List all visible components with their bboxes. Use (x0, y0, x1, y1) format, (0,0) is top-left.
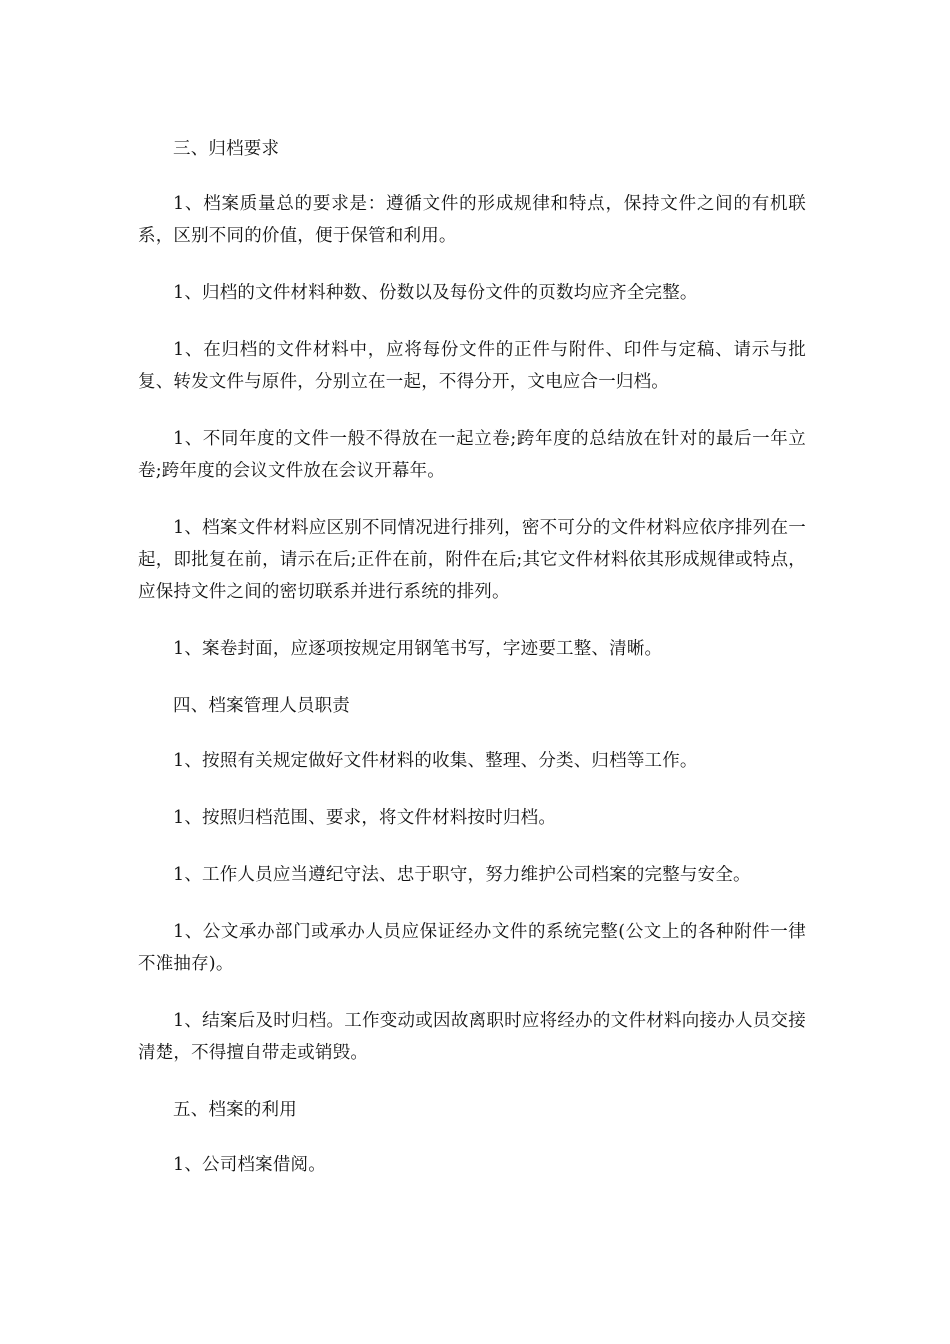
paragraph-collection-duty: 1、按照有关规定做好文件材料的收集、整理、分类、归档等工作。 (173, 751, 698, 771)
paragraph-document-integrity: 1、公文承办部门或承办人员应保证经办文件的系统完整(公文上的各种附件一律不准抽存)。 (138, 922, 806, 974)
paragraph-archive-borrowing: 1、公司档案借阅。 (173, 1155, 326, 1175)
paragraph-handover: 1、结案后及时归档。工作变动或因故离职时应将经办的文件材料向接办人员交接清楚，不得擅自带走或销毁。 (138, 1011, 806, 1063)
paragraph-quality-requirement: 1、档案质量总的要求是：遵循文件的形成规律和特点，保持文件之间的有机联系，区别不同的价值，便于保管和利用。 (138, 194, 806, 246)
paragraph-cover-writing: 1、案卷封面，应逐项按规定用钢笔书写，字迹要工整、清晰。 (173, 639, 663, 659)
document-body (138, 133, 806, 1206)
paragraph-arrangement: 1、档案文件材料应区别不同情况进行排列，密不可分的文件材料应依序排列在一起，即批复在前，请示在后;正件在前，附件在后;其它文件材料依其形成规律或特点，应保持文件之间的密切联系并进行系统的排列。 (138, 518, 806, 602)
paragraph-discipline: 1、工作人员应当遵纪守法、忠于职守，努力维护公司档案的完整与安全。 (173, 865, 751, 885)
section-heading-staff-duties: 四、档案管理人员职责 (173, 696, 350, 716)
paragraph-completeness: 1、归档的文件材料种数、份数以及每份文件的页数均应齐全完整。 (173, 283, 698, 303)
paragraph-timely-filing: 1、按照归档范围、要求，将文件材料按时归档。 (173, 808, 557, 828)
paragraph-annual-filing: 1、不同年度的文件一般不得放在一起立卷;跨年度的总结放在针对的最后一年立卷;跨年度的会议文件放在会议开幕年。 (138, 429, 806, 481)
section-heading-archive-use: 五、档案的利用 (173, 1100, 297, 1120)
section-heading-filing-requirements: 三、归档要求 (173, 139, 280, 159)
paragraph-document-grouping: 1、在归档的文件材料中，应将每份文件的正件与附件、印件与定稿、请示与批复、转发文件与原件，分别立在一起，不得分开，文电应合一归档。 (138, 340, 806, 392)
